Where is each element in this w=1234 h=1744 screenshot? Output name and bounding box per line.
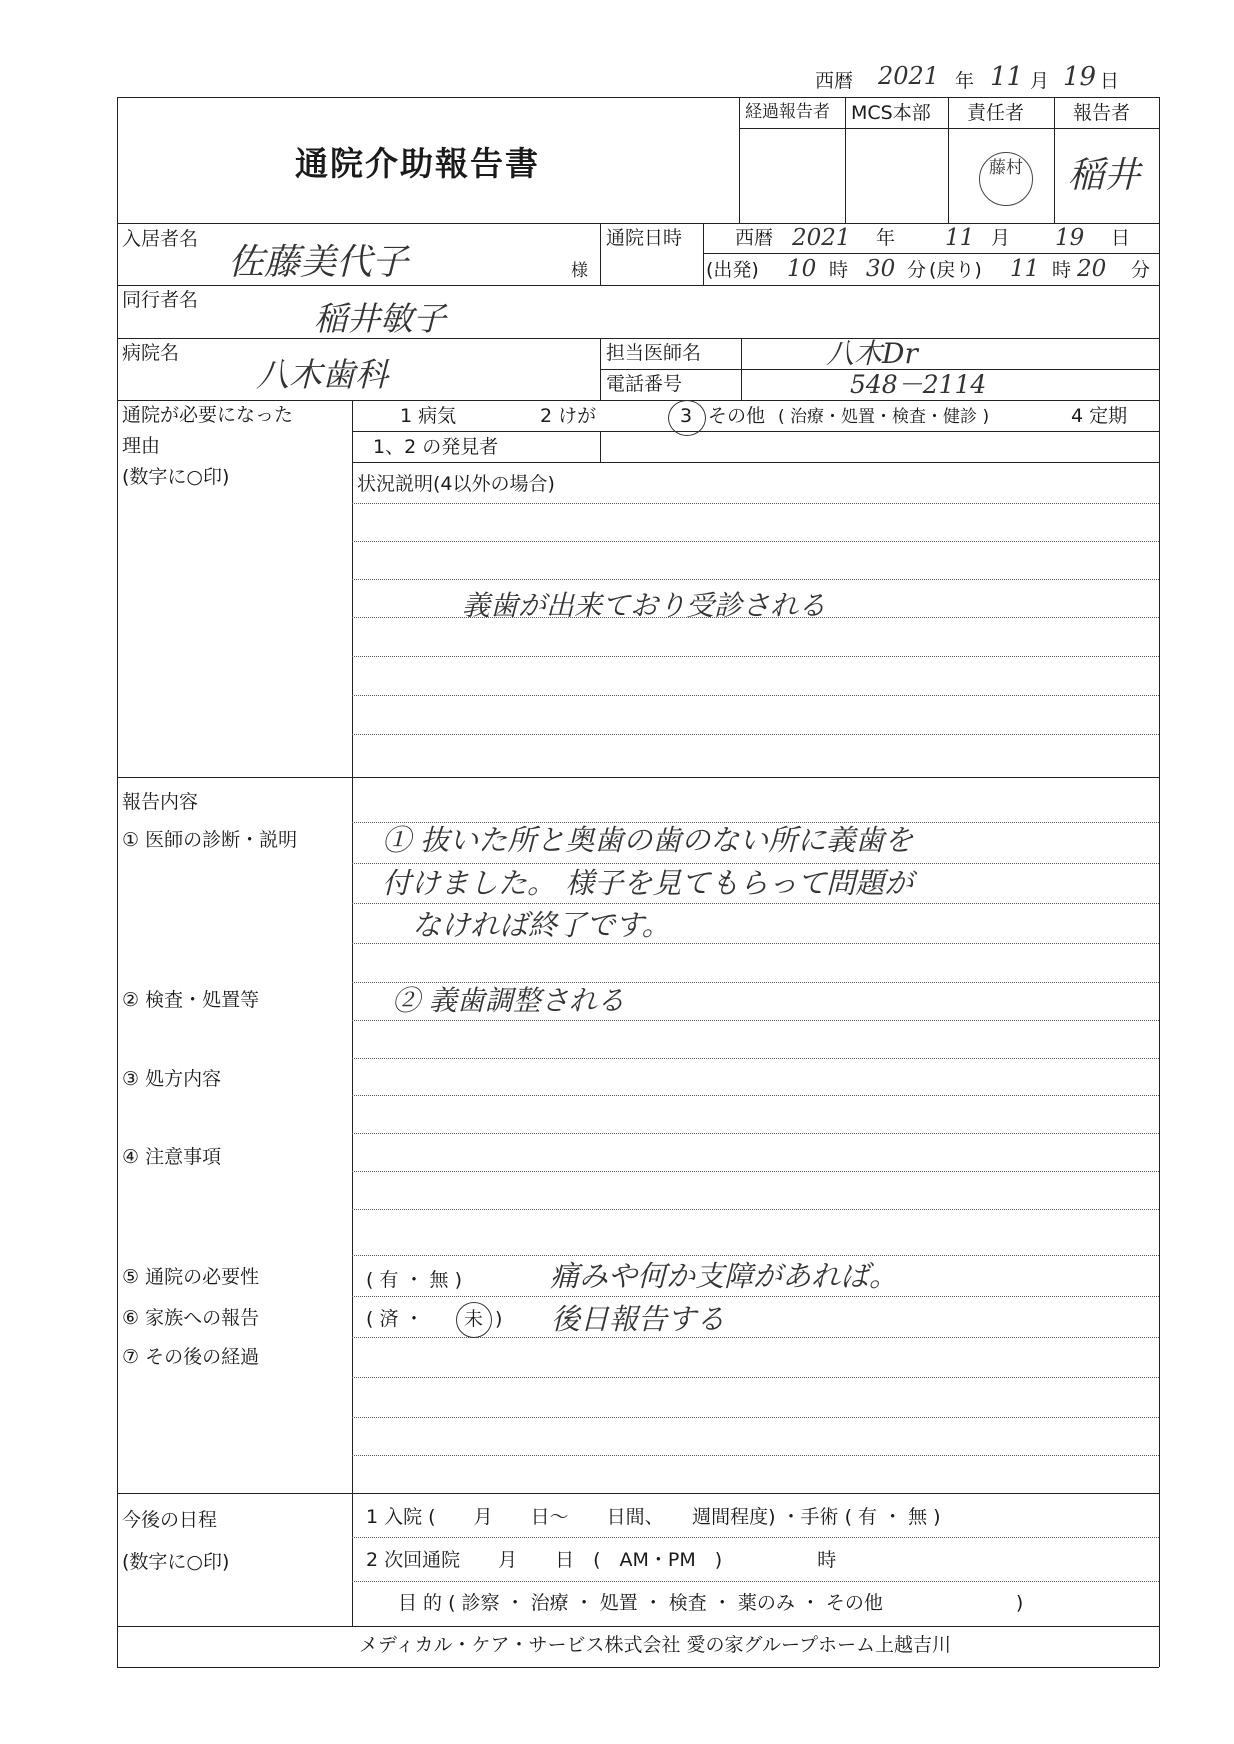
manager-seal-stamp — [979, 152, 1033, 206]
phone-label: 電話番号 — [606, 373, 683, 395]
header-date-day: 19 — [1063, 62, 1097, 92]
reason-option-regular: 4 定期 — [1071, 405, 1128, 427]
family-choice-mark: 未 — [464, 1308, 484, 1330]
visit-month-unit: 月 — [991, 227, 1011, 249]
hospital-label: 病院名 — [122, 342, 180, 364]
reason-option-other: その他 — [708, 405, 766, 427]
header-date-day-unit: 日 — [1100, 70, 1120, 92]
report-item-diagnosis: ① 医師の診断・説明 — [122, 829, 298, 851]
diagnosis-line-2: 付けました。 様子を見てもらって問題が — [382, 866, 914, 900]
header-date-month: 11 — [990, 62, 1024, 92]
form-title: 通院介助報告書 — [295, 144, 540, 183]
approval-col-reporter: 報告者 — [1073, 102, 1131, 124]
situation-text: 義歯が出来ており受診される — [462, 589, 827, 622]
report-item-necessity: ⑤ 通院の必要性 — [122, 1266, 260, 1288]
hospital-name: 八木歯科 — [256, 355, 388, 394]
report-item-caution: ④ 注意事項 — [122, 1146, 222, 1168]
reason-option-other-detail: ( 治療・処置・検査・健診 ) — [778, 407, 990, 427]
approval-col-mcs: MCS本部 — [851, 102, 931, 124]
schedule-line-2: 2 次回通院 月 日 ( AM・PM ) 時 — [366, 1549, 837, 1571]
schedule-label: 今後の日程 — [122, 1509, 218, 1531]
visit-era: 西暦 — [735, 227, 774, 249]
phone-number: 548－2114 — [850, 370, 987, 399]
doctor-label: 担当医師名 — [606, 342, 702, 364]
report-item-family: ⑥ 家族への報告 — [122, 1307, 260, 1329]
reporter-signature: 稲井 — [1068, 155, 1141, 196]
report-item-prescription: ③ 処方内容 — [122, 1068, 222, 1090]
depart-min-unit: 分 — [907, 259, 927, 281]
return-hour: 11 — [1010, 256, 1040, 282]
depart-min: 30 — [866, 256, 896, 282]
reason-option-illness: 1 病気 — [400, 405, 457, 427]
resident-name: 佐藤美代子 — [228, 242, 409, 283]
visit-datetime-label: 通院日時 — [606, 227, 683, 249]
doctor-name: 八木Dr — [826, 337, 918, 370]
footer-company: メディカル・ケア・サービス株式会社 愛の家グループホーム上越吉川 — [359, 1634, 952, 1656]
diagnosis-line-1: ① 抜いた所と奥歯の歯のない所に義歯を — [382, 823, 914, 857]
companion-name: 稲井敏子 — [314, 299, 446, 338]
situation-label: 状況説明(4以外の場合) — [357, 473, 555, 495]
family-text: 後日報告する — [551, 1302, 726, 1336]
approval-col-progress: 経過報告者 — [745, 102, 830, 122]
family-choice-open: ( 済 ・ — [366, 1308, 424, 1330]
resident-honorific: 様 — [571, 261, 588, 281]
reason-label-3: (数字に○印) — [122, 466, 230, 488]
visit-day-unit: 日 — [1111, 227, 1131, 249]
return-min: 20 — [1077, 256, 1107, 282]
reason-option-other-number: 3 — [680, 405, 693, 427]
depart-hour-unit: 時 — [829, 259, 849, 281]
schedule-note: (数字に○印) — [122, 1551, 230, 1573]
necessity-text: 痛みや何か支障があれば。 — [550, 1259, 899, 1293]
depart-label: (出発) — [706, 259, 759, 281]
reason-label-2: 理由 — [122, 435, 161, 457]
schedule-line-1: 1 入院 ( 月 日～ 日間、 週間程度) ・手術 ( 有 ・ 無 ) — [366, 1506, 941, 1528]
report-item-followup: ⑦ その後の経過 — [122, 1346, 260, 1368]
approval-col-manager: 責任者 — [967, 102, 1025, 124]
visit-year-unit: 年 — [876, 227, 896, 249]
companion-label: 同行者名 — [122, 289, 199, 311]
return-min-unit: 分 — [1131, 259, 1151, 281]
manager-seal-text: 藤村 — [989, 158, 1023, 178]
report-label: 報告内容 — [122, 791, 199, 813]
necessity-choice: ( 有 ・ 無 ) — [366, 1269, 462, 1291]
header-date-month-unit: 月 — [1030, 70, 1050, 92]
visit-month: 11 — [945, 225, 975, 251]
exam-text: ② 義歯調整される — [392, 984, 625, 1017]
family-choice-close: ) — [495, 1308, 503, 1330]
visit-year: 2021 — [792, 225, 851, 251]
reason-option-injury: 2 けが — [540, 405, 597, 427]
reason-label-1: 通院が必要になった — [122, 404, 294, 426]
report-item-exam: ② 検査・処置等 — [122, 989, 260, 1011]
header-date-era: 西暦 — [815, 70, 854, 92]
header-date-year: 2021 — [878, 62, 940, 90]
header-date-year-unit: 年 — [955, 70, 975, 92]
depart-hour: 10 — [787, 256, 817, 282]
resident-label: 入居者名 — [122, 228, 199, 250]
diagnosis-line-3: なければ終了です。 — [412, 908, 671, 942]
finder-label: 1、2 の発見者 — [373, 436, 499, 458]
schedule-line-3: 目 的 ( 診察 ・ 治療 ・ 処置 ・ 検査 ・ 薬のみ ・ その他 ) — [398, 1592, 1024, 1614]
visit-day: 19 — [1055, 225, 1085, 251]
return-label: (戻り) — [929, 259, 982, 281]
return-hour-unit: 時 — [1052, 259, 1072, 281]
